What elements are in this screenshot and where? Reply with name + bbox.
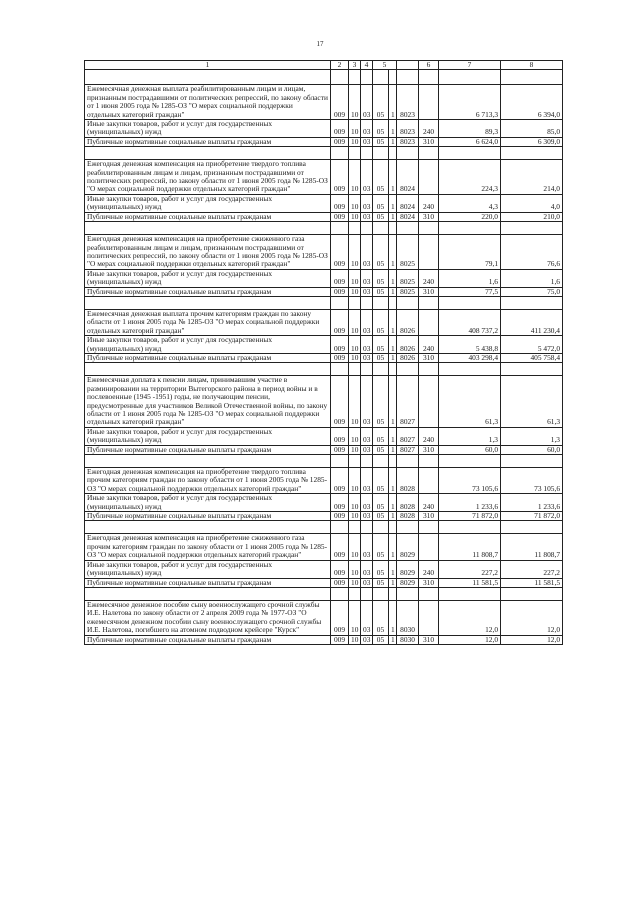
row-description: Иные закупки товаров, работ и услуг для государственных (муниципальных) нужд [85, 494, 331, 512]
table-row [85, 137, 563, 146]
code-ministry: 009 [331, 635, 349, 644]
code-section: 10 [349, 269, 361, 287]
amount-year-1: 1 233,6 [439, 494, 501, 512]
group-spacer [85, 455, 563, 468]
group-spacer [85, 363, 563, 376]
amount-year-2: 1,3 [501, 427, 563, 445]
code-program: 05 [373, 534, 389, 560]
row-description: Иные закупки товаров, работ и услуг для государственных (муниципальных) нужд [85, 336, 331, 354]
code-subsection: 03 [361, 468, 373, 494]
row-description: Ежегодная денежная компенсация на приобретение сжиженного газа реабилитированным лицам и лицам, признанным пострадавшими от политических репрессий, по закону области от 1 июня 2005 года № 1285-ОЗ "О мерах социальной поддержки отдельных категорий граждан" [85, 235, 331, 270]
header-col-8: 8 [501, 61, 563, 70]
code-subprogram: 1 [389, 468, 397, 494]
code-ministry: 009 [331, 287, 349, 296]
code-target: 8025 [397, 287, 419, 296]
code-subsection: 03 [361, 120, 373, 138]
code-expense-type [419, 235, 439, 270]
code-program: 05 [373, 468, 389, 494]
code-section: 10 [349, 560, 361, 578]
amount-year-1: 1,3 [439, 427, 501, 445]
group-spacer [85, 222, 563, 235]
table-header-row [85, 61, 563, 70]
table-row [85, 160, 563, 195]
code-section: 10 [349, 600, 361, 635]
amount-year-1: 71 872,0 [439, 512, 501, 521]
table-row [85, 635, 563, 644]
code-ministry: 009 [331, 353, 349, 362]
code-subsection: 03 [361, 353, 373, 362]
code-expense-type: 310 [419, 137, 439, 146]
code-target: 8023 [397, 85, 419, 120]
code-program: 05 [373, 600, 389, 635]
code-target: 8028 [397, 494, 419, 512]
amount-year-2: 227,2 [501, 560, 563, 578]
code-subsection: 03 [361, 512, 373, 521]
code-expense-type [419, 160, 439, 195]
code-expense-type: 310 [419, 445, 439, 454]
code-subprogram: 1 [389, 635, 397, 644]
amount-year-1: 89,3 [439, 120, 501, 138]
group-spacer [85, 70, 563, 85]
code-subsection: 03 [361, 235, 373, 270]
amount-year-2: 71 872,0 [501, 512, 563, 521]
header-col-6: 6 [419, 61, 439, 70]
table-row [85, 600, 563, 635]
code-subsection: 03 [361, 269, 373, 287]
amount-year-1: 408 737,2 [439, 309, 501, 335]
code-section: 10 [349, 137, 361, 146]
table-row [85, 269, 563, 287]
row-description: Ежемесячная денежная выплата реабилитированным лицам и лицам, признанным пострадавшими от политических репрессий, по закону области от 1 июня 2005 года № 1285-ОЗ "О мерах социальной поддержки отдельных категорий граждан" [85, 85, 331, 120]
code-section: 10 [349, 468, 361, 494]
row-description: Публичные нормативные социальные выплаты гражданам [85, 578, 331, 587]
row-description: Ежегодная денежная компенсация на приобретение сжиженного газа прочим категориям граждан по закону области от 1 июня 2005 года № 1285-ОЗ "О мерах социальной поддержки отдельных категорий граждан" [85, 534, 331, 560]
code-program: 05 [373, 353, 389, 362]
table-body [85, 70, 563, 645]
code-expense-type: 240 [419, 427, 439, 445]
amount-year-1: 220,0 [439, 212, 501, 221]
amount-year-2: 76,6 [501, 235, 563, 270]
table-row [85, 336, 563, 354]
row-description: Публичные нормативные социальные выплаты гражданам [85, 353, 331, 362]
code-subprogram: 1 [389, 353, 397, 362]
header-col-2: 2 [331, 61, 349, 70]
code-expense-type [419, 85, 439, 120]
code-section: 10 [349, 235, 361, 270]
code-section: 10 [349, 287, 361, 296]
code-target: 8029 [397, 534, 419, 560]
group-spacer [85, 147, 563, 160]
code-target: 8027 [397, 427, 419, 445]
amount-year-1: 11 581,5 [439, 578, 501, 587]
code-target: 8029 [397, 560, 419, 578]
code-section: 10 [349, 120, 361, 138]
code-program: 05 [373, 494, 389, 512]
code-ministry: 009 [331, 578, 349, 587]
code-ministry: 009 [331, 160, 349, 195]
group-spacer [85, 521, 563, 534]
amount-year-1: 224,3 [439, 160, 501, 195]
table-row [85, 194, 563, 212]
code-ministry: 009 [331, 445, 349, 454]
code-subsection: 03 [361, 194, 373, 212]
code-ministry: 009 [331, 468, 349, 494]
amount-year-2: 60,0 [501, 445, 563, 454]
code-section: 10 [349, 578, 361, 587]
code-ministry: 009 [331, 376, 349, 427]
amount-year-2: 214,0 [501, 160, 563, 195]
code-subsection: 03 [361, 578, 373, 587]
header-col-4: 4 [361, 61, 373, 70]
row-description: Ежемесячная доплата к пенсии лицам, принимавшим участие в разминировании на территории Вытегорского района в период войны и в послевоенные (1945 -1951) годы, не получающим пенсии, предусмотренные для участников Великой Отечественной войны, по закону области от 1 июня 2005 года № 1285-ОЗ "О мерах социальной поддержки отдельных категорий граждан" [85, 376, 331, 427]
code-program: 05 [373, 235, 389, 270]
code-subprogram: 1 [389, 235, 397, 270]
code-section: 10 [349, 212, 361, 221]
code-target: 8024 [397, 212, 419, 221]
code-ministry: 009 [331, 137, 349, 146]
code-subprogram: 1 [389, 427, 397, 445]
amount-year-2: 1 233,6 [501, 494, 563, 512]
code-subprogram: 1 [389, 336, 397, 354]
table-row [85, 560, 563, 578]
group-spacer [85, 587, 563, 600]
code-ministry: 009 [331, 212, 349, 221]
code-target: 8027 [397, 445, 419, 454]
code-program: 05 [373, 578, 389, 587]
code-program: 05 [373, 85, 389, 120]
code-expense-type: 310 [419, 512, 439, 521]
code-section: 10 [349, 445, 361, 454]
code-expense-type: 310 [419, 635, 439, 644]
code-ministry: 009 [331, 560, 349, 578]
code-subprogram: 1 [389, 534, 397, 560]
row-description: Ежемесячное денежное пособие сыну военнослужащего срочной службы И.Е. Налетова по закону области от 2 апреля 2009 года № 1977-ОЗ "О ежемесячном денежном пособии сыну военнослужащего срочной службы И.Е. Налетова, погибшего на атомном подводном крейсере "Курск" [85, 600, 331, 635]
code-program: 05 [373, 194, 389, 212]
code-subprogram: 1 [389, 560, 397, 578]
code-ministry: 009 [331, 534, 349, 560]
row-description: Ежегодная денежная компенсация на приобретение твердого топлива реабилитированным лицам и лицам, признанным пострадавшими от политических репрессий, по закону области от 1 июня 2005 года № 1285-ОЗ "О мерах социальной поддержки отдельных категорий граждан" [85, 160, 331, 195]
code-ministry: 009 [331, 269, 349, 287]
row-description: Иные закупки товаров, работ и услуг для государственных (муниципальных) нужд [85, 269, 331, 287]
table-row [85, 85, 563, 120]
code-program: 05 [373, 560, 389, 578]
table-row [85, 427, 563, 445]
amount-year-2: 5 472,0 [501, 336, 563, 354]
code-subprogram: 1 [389, 194, 397, 212]
table-row [85, 212, 563, 221]
code-section: 10 [349, 353, 361, 362]
code-program: 05 [373, 120, 389, 138]
code-subsection: 03 [361, 85, 373, 120]
code-subsection: 03 [361, 287, 373, 296]
header-col-5: 5 [373, 61, 397, 70]
code-subprogram: 1 [389, 269, 397, 287]
code-ministry: 009 [331, 494, 349, 512]
code-section: 10 [349, 309, 361, 335]
amount-year-1: 403 298,4 [439, 353, 501, 362]
code-program: 05 [373, 287, 389, 296]
code-subsection: 03 [361, 445, 373, 454]
code-ministry: 009 [331, 309, 349, 335]
code-program: 05 [373, 635, 389, 644]
code-program: 05 [373, 512, 389, 521]
code-program: 05 [373, 376, 389, 427]
code-subprogram: 1 [389, 287, 397, 296]
amount-year-2: 11 581,5 [501, 578, 563, 587]
code-expense-type [419, 376, 439, 427]
code-subprogram: 1 [389, 309, 397, 335]
amount-year-2: 405 758,4 [501, 353, 563, 362]
amount-year-1: 73 105,6 [439, 468, 501, 494]
amount-year-1: 6 713,3 [439, 85, 501, 120]
code-target: 8024 [397, 194, 419, 212]
table-row [85, 445, 563, 454]
row-description: Публичные нормативные социальные выплаты гражданам [85, 512, 331, 521]
row-description: Иные закупки товаров, работ и услуг для государственных (муниципальных) нужд [85, 194, 331, 212]
amount-year-1: 6 624,0 [439, 137, 501, 146]
amount-year-2: 6 309,0 [501, 137, 563, 146]
code-expense-type: 310 [419, 578, 439, 587]
code-subsection: 03 [361, 212, 373, 221]
code-subsection: 03 [361, 336, 373, 354]
code-expense-type: 240 [419, 336, 439, 354]
table-row [85, 376, 563, 427]
table-row [85, 287, 563, 296]
code-target: 8027 [397, 376, 419, 427]
code-program: 05 [373, 445, 389, 454]
table-row [85, 235, 563, 270]
code-target: 8025 [397, 235, 419, 270]
code-target: 8026 [397, 309, 419, 335]
code-subprogram: 1 [389, 512, 397, 521]
code-subsection: 03 [361, 494, 373, 512]
table-row [85, 578, 563, 587]
budget-table [84, 60, 563, 645]
code-expense-type: 240 [419, 269, 439, 287]
code-section: 10 [349, 534, 361, 560]
amount-year-1: 227,2 [439, 560, 501, 578]
code-target: 8028 [397, 468, 419, 494]
code-ministry: 009 [331, 194, 349, 212]
code-expense-type [419, 534, 439, 560]
amount-year-1: 1,6 [439, 269, 501, 287]
code-subprogram: 1 [389, 137, 397, 146]
table-row [85, 353, 563, 362]
amount-year-2: 4,0 [501, 194, 563, 212]
amount-year-1: 77,5 [439, 287, 501, 296]
code-section: 10 [349, 336, 361, 354]
code-subprogram: 1 [389, 494, 397, 512]
code-section: 10 [349, 512, 361, 521]
code-section: 10 [349, 635, 361, 644]
code-expense-type: 310 [419, 212, 439, 221]
row-description: Иные закупки товаров, работ и услуг для государственных (муниципальных) нужд [85, 427, 331, 445]
code-ministry: 009 [331, 512, 349, 521]
code-section: 10 [349, 494, 361, 512]
table-row [85, 120, 563, 138]
code-program: 05 [373, 336, 389, 354]
code-section: 10 [349, 85, 361, 120]
row-description: Ежемесячная денежная выплата прочим категориям граждан по закону области от 1 июня 2005 года № 1285-ОЗ "О мерах социальной поддержки отдельных категорий граждан" [85, 309, 331, 335]
row-description: Публичные нормативные социальные выплаты гражданам [85, 287, 331, 296]
code-subsection: 03 [361, 635, 373, 644]
code-target: 8026 [397, 336, 419, 354]
amount-year-1: 12,0 [439, 635, 501, 644]
table-row [85, 534, 563, 560]
amount-year-2: 73 105,6 [501, 468, 563, 494]
amount-year-1: 79,1 [439, 235, 501, 270]
code-program: 05 [373, 269, 389, 287]
amount-year-2: 11 808,7 [501, 534, 563, 560]
amount-year-2: 12,0 [501, 635, 563, 644]
row-description: Публичные нормативные социальные выплаты гражданам [85, 445, 331, 454]
code-expense-type: 240 [419, 560, 439, 578]
amount-year-2: 61,3 [501, 376, 563, 427]
amount-year-2: 12,0 [501, 600, 563, 635]
code-target: 8030 [397, 635, 419, 644]
code-target: 8023 [397, 137, 419, 146]
code-subprogram: 1 [389, 85, 397, 120]
code-expense-type [419, 309, 439, 335]
code-program: 05 [373, 160, 389, 195]
amount-year-1: 60,0 [439, 445, 501, 454]
code-subsection: 03 [361, 376, 373, 427]
code-program: 05 [373, 137, 389, 146]
code-target: 8023 [397, 120, 419, 138]
code-target: 8028 [397, 512, 419, 521]
code-subsection: 03 [361, 427, 373, 445]
code-ministry: 009 [331, 120, 349, 138]
code-subprogram: 1 [389, 376, 397, 427]
header-col-5b [397, 61, 419, 70]
header-col-1: 1 [85, 61, 331, 70]
code-subprogram: 1 [389, 600, 397, 635]
code-section: 10 [349, 427, 361, 445]
amount-year-1: 5 438,8 [439, 336, 501, 354]
code-target: 8030 [397, 600, 419, 635]
header-col-3: 3 [349, 61, 361, 70]
code-subprogram: 1 [389, 445, 397, 454]
code-expense-type [419, 468, 439, 494]
code-subsection: 03 [361, 600, 373, 635]
amount-year-2: 85,0 [501, 120, 563, 138]
row-description: Ежегодная денежная компенсация на приобретение твердого топлива прочим категориям граждан по закону области от 1 июня 2005 года № 1285-ОЗ "О мерах социальной поддержки отдельных категорий граждан" [85, 468, 331, 494]
row-description: Публичные нормативные социальные выплаты гражданам [85, 635, 331, 644]
row-description: Иные закупки товаров, работ и услуг для государственных (муниципальных) нужд [85, 560, 331, 578]
table-row [85, 494, 563, 512]
code-expense-type: 240 [419, 120, 439, 138]
code-subsection: 03 [361, 534, 373, 560]
page-number: 17 [316, 40, 324, 48]
code-ministry: 009 [331, 336, 349, 354]
code-ministry: 009 [331, 600, 349, 635]
amount-year-2: 1,6 [501, 269, 563, 287]
code-section: 10 [349, 376, 361, 427]
code-section: 10 [349, 194, 361, 212]
code-subsection: 03 [361, 160, 373, 195]
amount-year-1: 11 808,7 [439, 534, 501, 560]
code-subprogram: 1 [389, 212, 397, 221]
code-target: 8024 [397, 160, 419, 195]
table-row [85, 468, 563, 494]
code-section: 10 [349, 160, 361, 195]
group-spacer [85, 296, 563, 309]
code-expense-type: 240 [419, 194, 439, 212]
amount-year-2: 6 394,0 [501, 85, 563, 120]
row-description: Публичные нормативные социальные выплаты гражданам [85, 212, 331, 221]
code-subprogram: 1 [389, 120, 397, 138]
amount-year-2: 75,0 [501, 287, 563, 296]
amount-year-1: 61,3 [439, 376, 501, 427]
code-expense-type [419, 600, 439, 635]
amount-year-1: 12,0 [439, 600, 501, 635]
code-program: 05 [373, 427, 389, 445]
amount-year-2: 411 230,4 [501, 309, 563, 335]
table-row [85, 309, 563, 335]
code-expense-type: 240 [419, 494, 439, 512]
code-expense-type: 310 [419, 353, 439, 362]
code-target: 8026 [397, 353, 419, 362]
header-col-7: 7 [439, 61, 501, 70]
code-ministry: 009 [331, 235, 349, 270]
code-target: 8025 [397, 269, 419, 287]
code-ministry: 009 [331, 427, 349, 445]
amount-year-1: 4,3 [439, 194, 501, 212]
code-ministry: 009 [331, 85, 349, 120]
code-subsection: 03 [361, 309, 373, 335]
code-expense-type: 310 [419, 287, 439, 296]
code-subsection: 03 [361, 137, 373, 146]
code-subprogram: 1 [389, 578, 397, 587]
row-description: Иные закупки товаров, работ и услуг для государственных (муниципальных) нужд [85, 120, 331, 138]
code-program: 05 [373, 212, 389, 221]
table-row [85, 512, 563, 521]
row-description: Публичные нормативные социальные выплаты гражданам [85, 137, 331, 146]
amount-year-2: 210,0 [501, 212, 563, 221]
code-target: 8029 [397, 578, 419, 587]
code-subsection: 03 [361, 560, 373, 578]
code-subprogram: 1 [389, 160, 397, 195]
code-program: 05 [373, 309, 389, 335]
